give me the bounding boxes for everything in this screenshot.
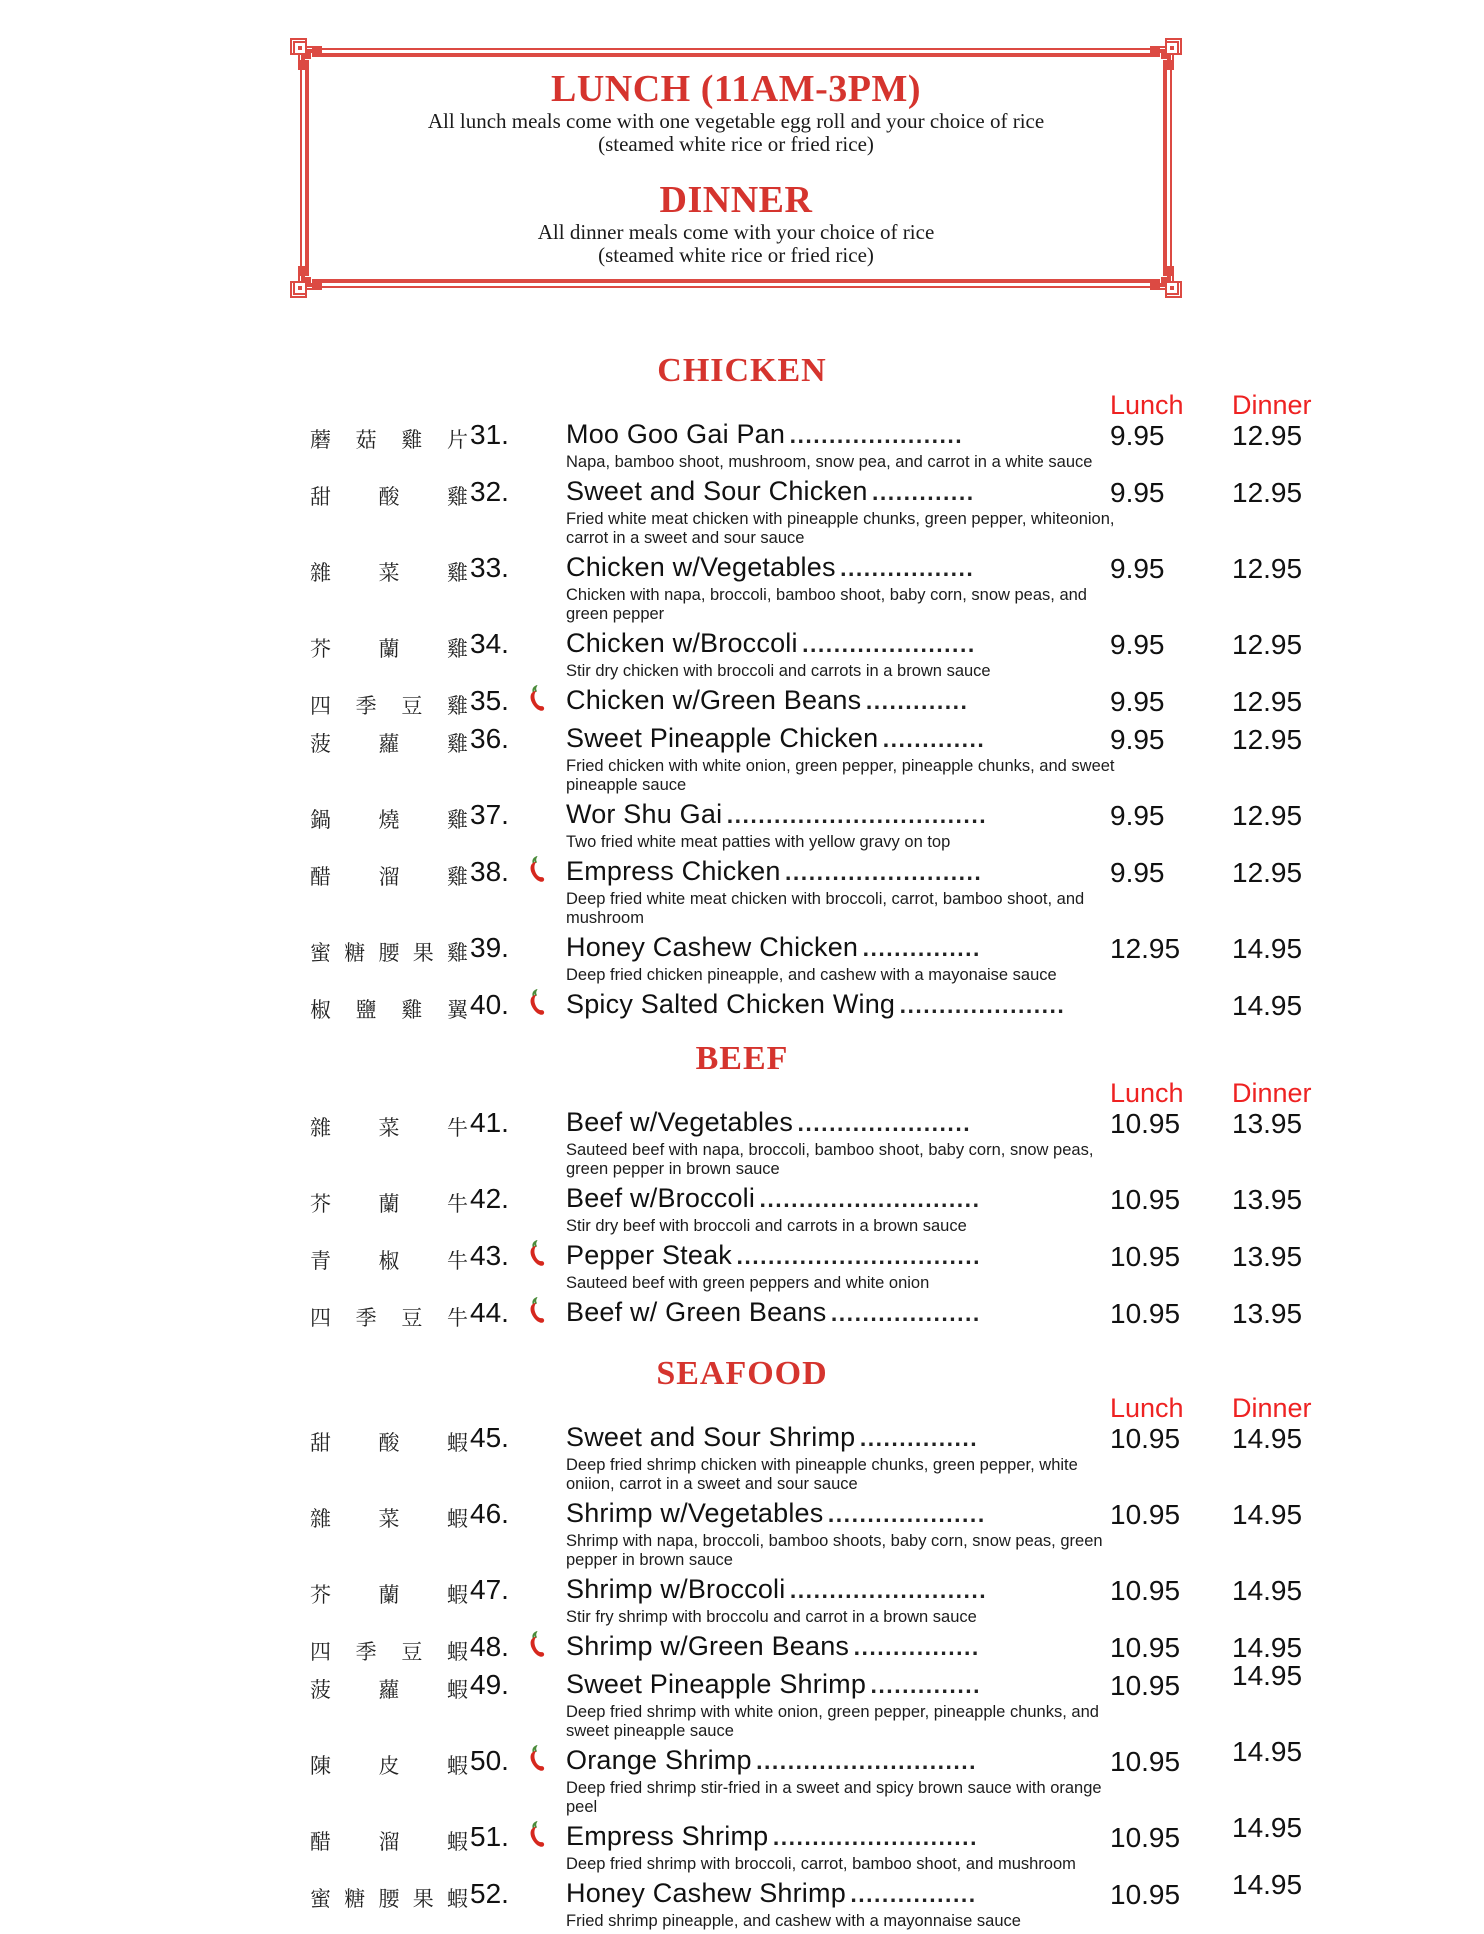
item-dinner-price: 14.95 [1232, 1736, 1303, 1767]
item-lunch-price: 9.95 [1110, 724, 1165, 755]
item-title-line [566, 855, 1126, 892]
menu-item [0, 684, 1484, 721]
dinner-heading: DINNER [659, 179, 813, 221]
item-title-line [566, 627, 1126, 664]
item-description: Sauteed beef with green peppers and white onion [566, 1274, 930, 1292]
item-dinner-price: 12.95 [1232, 724, 1303, 755]
item-title-line [566, 1497, 1126, 1534]
item-name: Chicken w/Green Beans [566, 685, 862, 715]
item-description: Fried chicken with white onion, green pepper, pineapple chunks, and sweet pineapple sauce [566, 757, 1115, 794]
section-title: BEEF [695, 1040, 789, 1077]
chili-pepper-icon [522, 1240, 546, 1270]
item-description: Sauteed beef with napa, broccoli, bamboo shoot, baby corn, snow peas, green pepper in brown sauce [566, 1141, 1094, 1178]
menu-item [0, 722, 1484, 795]
item-lunch-price: 10.95 [1110, 1241, 1181, 1272]
item-main [566, 1630, 1126, 1667]
dotted-leader: ............. [872, 479, 975, 505]
item-name: Spicy Salted Chicken Wing [566, 989, 896, 1019]
item-dinner-price: 12.95 [1232, 686, 1303, 717]
item-number: 39. [470, 932, 509, 963]
chili-pepper-icon [522, 685, 546, 715]
item-name: Wor Shu Gai [566, 799, 723, 829]
item-chinese-name: 蘑 菇 雞 片 [310, 428, 468, 452]
price-column-headers [0, 1078, 1484, 1106]
item-lunch-price: 10.95 [1110, 1298, 1181, 1329]
item-number: 40. [470, 989, 509, 1020]
item-dinner-price: 14.95 [1232, 933, 1303, 964]
dotted-leader: ................ [853, 1634, 980, 1660]
item-chinese-name: 甜 酸 雞 [310, 485, 468, 509]
item-description: Deep fried shrimp stir-fried in a sweet and spicy brown sauce with orange peel [566, 1779, 1102, 1816]
item-number: 31. [470, 419, 509, 450]
item-dinner-price: 14.95 [1232, 1632, 1303, 1663]
item-number: 48. [470, 1631, 509, 1662]
corner-ornament-icon [1150, 266, 1194, 310]
item-description: Fried white meat chicken with pineapple chunks, green pepper, whiteonion, carrot in a sweet and sour sauce [566, 510, 1115, 547]
item-lunch-price: 9.95 [1110, 686, 1165, 717]
item-main [566, 1877, 1126, 1931]
dotted-leader: ............. [865, 688, 969, 714]
item-chinese-name: 芥 蘭 雞 [310, 637, 468, 661]
menu-item [0, 627, 1484, 681]
section-title: SEAFOOD [656, 1355, 828, 1392]
item-main [566, 855, 1126, 928]
item-title-line [566, 1820, 1126, 1857]
item-number: 37. [470, 799, 509, 830]
item-name: Chicken w/Broccoli [566, 628, 798, 658]
item-name: Sweet Pineapple Shrimp [566, 1669, 867, 1699]
dotted-leader: ......................... [789, 1577, 988, 1603]
dotted-leader: ................... [830, 1300, 981, 1326]
price-column-headers [0, 390, 1484, 418]
dinner-column-label: Dinner [1232, 1078, 1312, 1108]
item-description: Two fried white meat patties with yellow gravy on top [566, 833, 951, 851]
dotted-leader: ...................... [797, 1110, 972, 1136]
item-dinner-price: 14.95 [1232, 1869, 1303, 1900]
item-dinner-price: 14.95 [1232, 1575, 1303, 1606]
section-items [0, 1106, 1484, 1333]
item-dinner-price: 14.95 [1232, 1499, 1303, 1530]
item-dinner-price: 12.95 [1232, 629, 1303, 660]
item-number: 52. [470, 1878, 509, 1909]
menu-item [0, 1497, 1484, 1570]
menu-item [0, 1812, 1484, 1874]
item-description: Chicken with napa, broccoli, bamboo shoot, baby corn, snow peas, and green pepper [566, 586, 1087, 623]
menu-item [0, 551, 1484, 624]
item-dinner-price: 14.95 [1232, 990, 1303, 1021]
item-title-line [566, 1182, 1126, 1219]
menu-item [0, 931, 1484, 985]
item-main [566, 627, 1126, 681]
item-title-line [566, 1106, 1126, 1143]
item-name: Honey Cashew Chicken [566, 932, 859, 962]
item-lunch-price: 9.95 [1110, 553, 1165, 584]
item-main [566, 1421, 1126, 1494]
item-main [566, 1497, 1126, 1570]
dotted-leader: ............................ [756, 1748, 978, 1774]
item-description: Deep fried shrimp with broccoli, carrot, bamboo shoot, and mushroom [566, 1855, 1076, 1873]
item-title-line [566, 1239, 1126, 1276]
dinner-column-label: Dinner [1232, 390, 1312, 420]
item-chinese-name: 雜 菜 牛 [310, 1116, 468, 1140]
item-main [566, 931, 1126, 985]
item-chinese-name: 芥 蘭 蝦 [310, 1583, 468, 1607]
item-lunch-price: 9.95 [1110, 629, 1165, 660]
menu-item [0, 1660, 1484, 1741]
item-main [566, 1668, 1126, 1741]
item-main [566, 1744, 1126, 1817]
item-chinese-name: 陳 皮 蝦 [310, 1754, 468, 1778]
item-name: Shrimp w/Green Beans [566, 1631, 850, 1661]
item-lunch-price: 10.95 [1110, 1499, 1181, 1530]
item-lunch-price: 10.95 [1110, 1822, 1181, 1853]
lunch-note: All lunch meals come with one vegetable egg roll and your choice of rice [427, 109, 1045, 133]
section-title: CHICKEN [657, 352, 827, 389]
dinner-note: All dinner meals come with your choice of rice [537, 220, 935, 244]
dotted-leader: ............. [882, 726, 986, 752]
menu-sections [0, 352, 1484, 1934]
item-title-line [566, 1573, 1126, 1610]
item-name: Beef w/ Green Beans [566, 1297, 827, 1327]
item-description: Napa, bamboo shoot, mushroom, snow pea, and carrot in a white sauce [566, 453, 1093, 471]
dotted-leader: .................... [827, 1501, 986, 1527]
lunch-rice-note: (steamed white rice or fried rice) [598, 132, 874, 156]
item-lunch-price: 10.95 [1110, 1746, 1181, 1777]
item-main [566, 1106, 1126, 1179]
item-dinner-price: 12.95 [1232, 857, 1303, 888]
dotted-leader: ...................... [789, 422, 964, 448]
item-lunch-price: 9.95 [1110, 857, 1165, 888]
menu-section [0, 1040, 1484, 1333]
item-main [566, 1239, 1126, 1293]
section-items [0, 1421, 1484, 1931]
dotted-leader: ............................... [736, 1243, 982, 1269]
item-number: 42. [470, 1183, 509, 1214]
chili-pepper-icon [522, 856, 546, 886]
item-chinese-name: 菠 蘿 蝦 [310, 1678, 468, 1702]
chili-pepper-icon [522, 1631, 546, 1661]
item-lunch-price: 10.95 [1110, 1632, 1181, 1663]
chili-pepper-icon [522, 1297, 546, 1327]
item-name: Empress Shrimp [566, 1821, 769, 1851]
item-description: Deep fried shrimp chicken with pineapple chunks, green pepper, white oniion, carrot in a sweet and sour sauce [566, 1456, 1078, 1493]
item-chinese-name: 鍋 燒 雞 [310, 808, 468, 832]
menu-item [0, 1869, 1484, 1931]
dotted-leader: ................ [850, 1881, 977, 1907]
item-dinner-price: 13.95 [1232, 1108, 1303, 1139]
item-title-line [566, 1744, 1126, 1781]
item-chinese-name: 青 椒 牛 [310, 1249, 468, 1273]
dotted-leader: ..................... [899, 992, 1066, 1018]
item-main [566, 722, 1126, 795]
item-main [566, 1296, 1126, 1333]
header-frame [300, 48, 1172, 288]
item-description: Deep fried white meat chicken with broccoli, carrot, bamboo shoot, and mushroom [566, 890, 1085, 927]
item-main [566, 475, 1126, 548]
item-number: 47. [470, 1574, 509, 1605]
item-number: 45. [470, 1422, 509, 1453]
dotted-leader: ............... [862, 935, 981, 961]
lunch-heading: LUNCH (11AM-3PM) [551, 68, 921, 110]
item-chinese-name: 雜 菜 蝦 [310, 1507, 468, 1531]
item-name: Sweet and Sour Shrimp [566, 1422, 856, 1452]
item-number: 38. [470, 856, 509, 887]
item-dinner-price: 14.95 [1232, 1660, 1303, 1691]
item-dinner-price: 12.95 [1232, 477, 1303, 508]
menu-item [0, 418, 1484, 472]
item-chinese-name: 蜜 糖 腰 果 雞 [310, 941, 468, 965]
item-title-line [566, 1668, 1126, 1705]
item-number: 41. [470, 1107, 509, 1138]
lunch-column-label: Lunch [1110, 1393, 1184, 1423]
header-frame-inner [305, 53, 1167, 283]
item-main [566, 551, 1126, 624]
menu-item [0, 1421, 1484, 1494]
item-title-line [566, 684, 1126, 721]
item-chinese-name: 雜 菜 雞 [310, 561, 468, 585]
corner-ornament-icon [278, 26, 322, 70]
menu-section [0, 1355, 1484, 1931]
item-name: Beef w/Vegetables [566, 1107, 794, 1137]
item-title-line [566, 1630, 1126, 1667]
menu-item [0, 1296, 1484, 1333]
item-description: Deep fried shrimp with white onion, green pepper, pineapple chunks, and sweet pineapple sauce [566, 1703, 1099, 1740]
item-dinner-price: 12.95 [1232, 553, 1303, 584]
chili-pepper-icon [522, 1745, 546, 1775]
item-name: Empress Chicken [566, 856, 781, 886]
dotted-leader: ................. [840, 555, 975, 581]
item-lunch-price: 10.95 [1110, 1423, 1181, 1454]
item-lunch-price: 12.95 [1110, 933, 1181, 964]
item-chinese-name: 四 季 豆 蝦 [310, 1640, 468, 1664]
item-main [566, 798, 1126, 852]
menu-item [0, 798, 1484, 852]
item-main [566, 1573, 1126, 1627]
dotted-leader: ......................... [785, 859, 983, 885]
menu-item [0, 855, 1484, 928]
item-name: Beef w/Broccoli [566, 1183, 756, 1213]
corner-ornament-icon [1150, 26, 1194, 70]
item-lunch-price: 10.95 [1110, 1879, 1181, 1910]
item-title-line [566, 798, 1126, 835]
item-title-line [566, 931, 1126, 968]
menu-item [0, 475, 1484, 548]
item-lunch-price: 10.95 [1110, 1575, 1181, 1606]
item-lunch-price: 9.95 [1110, 800, 1165, 831]
dinner-rice-note: (steamed white rice or fried rice) [598, 243, 874, 267]
corner-ornament-icon [278, 266, 322, 310]
item-title-line [566, 1421, 1126, 1458]
item-number: 44. [470, 1297, 509, 1328]
item-title-line [566, 988, 1126, 1025]
item-name: Shrimp w/Vegetables [566, 1498, 824, 1528]
item-main [566, 684, 1126, 721]
item-dinner-price: 13.95 [1232, 1241, 1303, 1272]
dotted-leader: .......................... [772, 1824, 978, 1850]
item-lunch-price: 10.95 [1110, 1108, 1181, 1139]
dinner-column-label: Dinner [1232, 1393, 1312, 1423]
item-dinner-price: 12.95 [1232, 420, 1303, 451]
item-number: 43. [470, 1240, 509, 1271]
item-number: 50. [470, 1745, 509, 1776]
item-name: Chicken w/Vegetables [566, 552, 836, 582]
item-dinner-price: 14.95 [1232, 1423, 1303, 1454]
item-name: Pepper Steak [566, 1240, 733, 1270]
item-name: Orange Shrimp [566, 1745, 752, 1775]
item-number: 35. [470, 685, 509, 716]
item-description: Shrimp with napa, broccoli, bamboo shoots, baby corn, snow peas, green pepper in brown sauce [566, 1532, 1103, 1569]
item-name: Moo Goo Gai Pan [566, 419, 786, 449]
item-number: 33. [470, 552, 509, 583]
item-number: 32. [470, 476, 509, 507]
item-description: Stir dry beef with broccoli and carrots in a brown sauce [566, 1217, 967, 1235]
item-dinner-price: 12.95 [1232, 800, 1303, 831]
item-chinese-name: 甜 酸 蝦 [310, 1431, 468, 1455]
dotted-leader: ............... [859, 1425, 979, 1451]
chili-pepper-icon [522, 989, 546, 1019]
item-description: Stir fry shrimp with broccolu and carrot in a brown sauce [566, 1608, 977, 1626]
lunch-column-label: Lunch [1110, 390, 1184, 420]
item-title-line [566, 418, 1126, 455]
section-items [0, 418, 1484, 1025]
item-title-line [566, 1877, 1126, 1914]
item-main [566, 1820, 1126, 1874]
item-name: Honey Cashew Shrimp [566, 1878, 846, 1908]
dotted-leader: ............................ [759, 1186, 981, 1212]
item-description: Stir dry chicken with broccoli and carrots in a brown sauce [566, 662, 991, 680]
item-dinner-price: 13.95 [1232, 1184, 1303, 1215]
menu-item [0, 1573, 1484, 1627]
dotted-leader: ................................. [726, 802, 988, 828]
item-title-line [566, 722, 1126, 759]
item-main [566, 988, 1126, 1025]
dotted-leader: ...................... [802, 631, 976, 657]
item-main [566, 418, 1126, 472]
menu-item [0, 1736, 1484, 1817]
item-number: 49. [470, 1669, 509, 1700]
dotted-leader: .............. [870, 1672, 981, 1698]
item-chinese-name: 醋 溜 雞 [310, 865, 468, 889]
item-lunch-price: 10.95 [1110, 1184, 1181, 1215]
item-chinese-name: 蜜 糖 腰 果 蝦 [310, 1887, 468, 1911]
item-lunch-price: 10.95 [1110, 1670, 1181, 1701]
item-main [566, 1182, 1126, 1236]
menu-item [0, 1239, 1484, 1293]
menu-section [0, 352, 1484, 1025]
item-number: 51. [470, 1821, 509, 1852]
item-description: Deep fried chicken pineapple, and cashew with a mayonaise sauce [566, 966, 1057, 984]
item-chinese-name: 四 季 豆 雞 [310, 694, 468, 718]
menu-item [0, 988, 1484, 1025]
item-number: 34. [470, 628, 509, 659]
item-chinese-name: 四 季 豆 牛 [310, 1306, 468, 1330]
item-lunch-price: 9.95 [1110, 477, 1165, 508]
item-title-line [566, 475, 1126, 512]
item-name: Sweet Pineapple Chicken [566, 723, 879, 753]
chili-pepper-icon [522, 1821, 546, 1851]
menu-item [0, 1106, 1484, 1179]
menu-item [0, 1182, 1484, 1236]
item-dinner-price: 14.95 [1232, 1812, 1303, 1843]
item-name: Sweet and Sour Chicken [566, 476, 868, 506]
item-title-line [566, 1296, 1126, 1333]
item-lunch-price: 9.95 [1110, 420, 1165, 451]
item-chinese-name: 芥 蘭 牛 [310, 1192, 468, 1216]
item-number: 36. [470, 723, 509, 754]
price-column-headers [0, 1393, 1484, 1421]
item-title-line [566, 551, 1126, 588]
item-chinese-name: 醋 溜 蝦 [310, 1830, 468, 1854]
item-name: Shrimp w/Broccoli [566, 1574, 786, 1604]
item-number: 46. [470, 1498, 509, 1529]
item-dinner-price: 13.95 [1232, 1298, 1303, 1329]
item-chinese-name: 菠 蘿 雞 [310, 732, 468, 756]
lunch-column-label: Lunch [1110, 1078, 1184, 1108]
item-chinese-name: 椒 鹽 雞 翼 [310, 998, 468, 1022]
item-description: Fried shrimp pineapple, and cashew with a mayonnaise sauce [566, 1912, 1021, 1930]
